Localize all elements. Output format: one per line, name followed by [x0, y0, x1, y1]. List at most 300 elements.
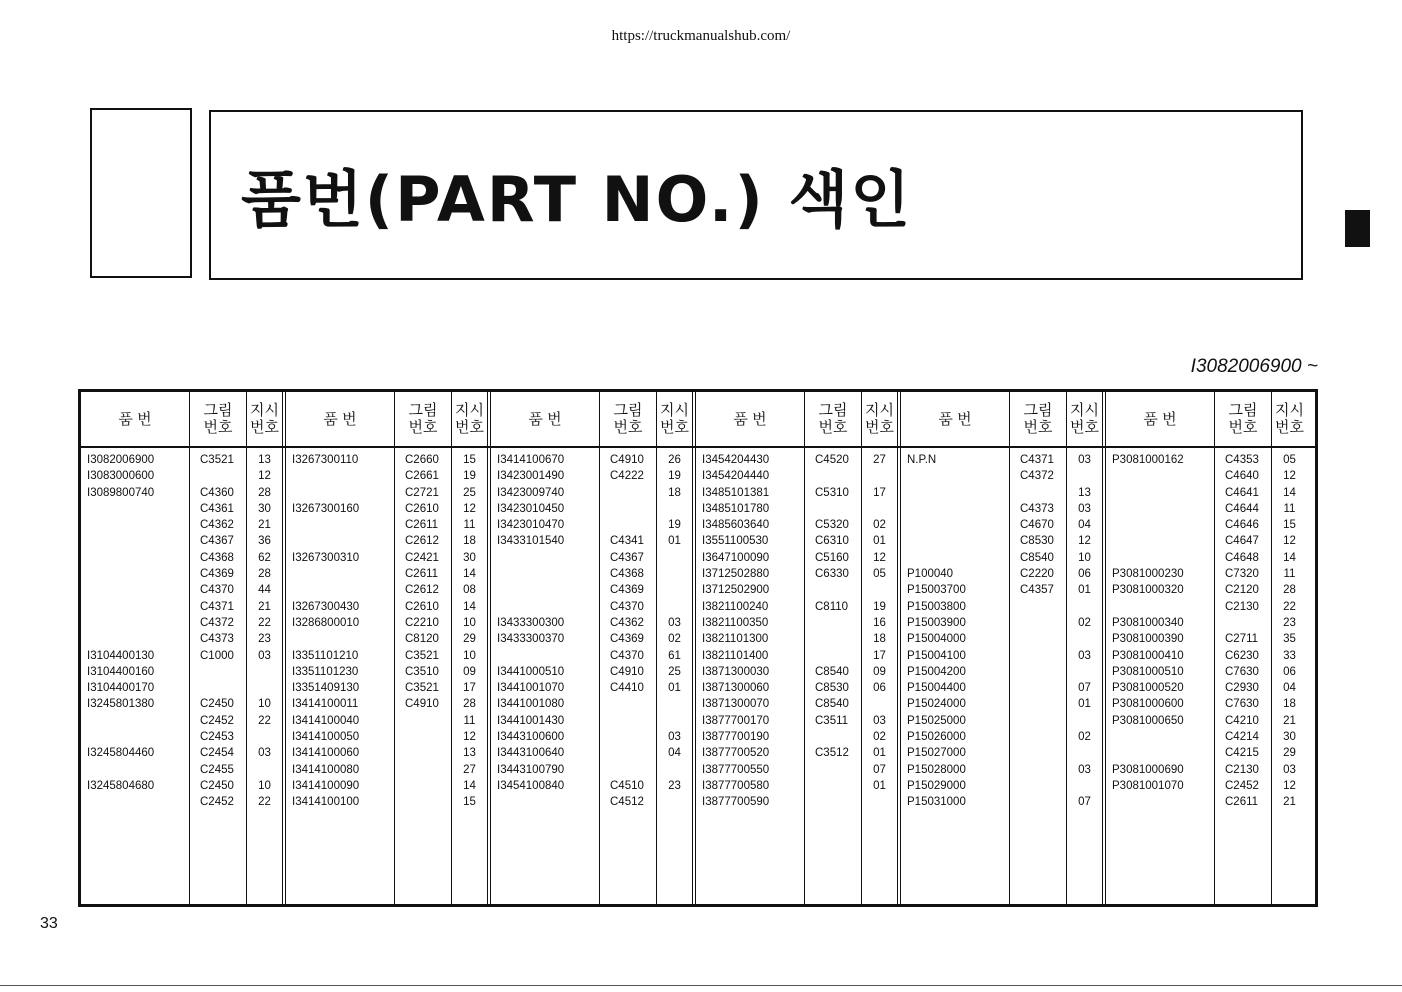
index-column	[246, 448, 282, 904]
figure-column	[1214, 448, 1271, 904]
table-cell: I3443100640	[497, 747, 565, 760]
table-cell	[81, 794, 189, 810]
table-cell	[805, 729, 861, 745]
table-cell: C4510	[610, 779, 644, 792]
table-cell: I3245804460	[87, 747, 155, 760]
table-cell	[81, 729, 189, 745]
table-cell: C2721	[405, 486, 439, 499]
table-cell: 10	[463, 649, 476, 662]
column-header-index: 지시 번호	[1066, 392, 1102, 446]
table-cell	[1010, 696, 1066, 712]
bottom-rule	[0, 985, 1402, 986]
table-cell: I3441000510	[497, 665, 565, 678]
table-cell	[600, 713, 656, 729]
table-cell	[1010, 729, 1066, 745]
table-cell: 22	[1283, 600, 1296, 613]
index-range-label: I3082006900 ~	[1190, 356, 1318, 377]
table-cell	[1010, 794, 1066, 810]
table-cell	[1106, 517, 1214, 533]
table-cell	[901, 468, 1009, 484]
table-cell: 17	[463, 682, 476, 695]
table-cell: 28	[463, 698, 476, 711]
table-cell: I3267300310	[292, 551, 360, 564]
table-cell: 35	[1283, 633, 1296, 646]
table-cell: 06	[1078, 568, 1091, 581]
table-cell: 03	[873, 714, 886, 727]
table-cell: C2610	[405, 502, 439, 515]
table-cell: I3104400170	[87, 682, 155, 695]
table-cell: C4370	[610, 649, 644, 662]
table-cell	[657, 794, 692, 810]
table-cell: I3414100090	[292, 779, 360, 792]
title-box	[209, 110, 1303, 280]
table-cell: 21	[1283, 714, 1296, 727]
table-cell	[805, 794, 861, 810]
table-cell: 12	[873, 551, 886, 564]
table-cell: P15031000	[907, 796, 966, 809]
table-cell	[190, 680, 246, 696]
table-cell	[190, 468, 246, 484]
index-column	[656, 448, 692, 904]
table-cell: C2450	[200, 698, 234, 711]
table-cell: I3423009740	[497, 486, 565, 499]
table-cell: C8540	[815, 698, 849, 711]
table-cell	[247, 729, 282, 745]
table-cell: I3414100040	[292, 714, 360, 727]
table-cell: 05	[1283, 454, 1296, 466]
table-cell	[805, 615, 861, 631]
table-cell: 23	[258, 633, 271, 646]
table-cell: 22	[258, 714, 271, 727]
table-cell: P3081000162	[1112, 454, 1184, 466]
table-cell	[395, 713, 451, 729]
table-cell	[1067, 631, 1102, 647]
table-cell: I3871300060	[702, 682, 770, 695]
table-cell	[395, 745, 451, 761]
table-cell: C4367	[610, 551, 644, 564]
table-cell: C3521	[405, 682, 439, 695]
table-cell: C4372	[1020, 470, 1054, 483]
table-cell: I3414100100	[292, 796, 360, 809]
table-cell: I3821101300	[702, 633, 769, 646]
column-header-index: 지시 번호	[246, 392, 282, 446]
table-cell: C2660	[405, 454, 439, 466]
table-cell: I3485603640	[702, 519, 770, 532]
table-cell: I3286800010	[292, 616, 360, 629]
column-group	[282, 448, 487, 904]
table-cell: I3414100060	[292, 747, 360, 760]
table-cell	[1067, 745, 1102, 761]
figure-column	[1009, 448, 1066, 904]
part-column	[491, 448, 599, 904]
table-cell	[81, 501, 189, 517]
table-cell: C4210	[1225, 714, 1259, 727]
table-cell: 10	[1078, 551, 1091, 564]
table-cell: P15003800	[907, 600, 966, 613]
table-cell: 19	[668, 470, 681, 483]
table-cell: 01	[873, 779, 886, 792]
table-cell: P15024000	[907, 698, 966, 711]
table-cell	[81, 533, 189, 549]
table-cell: I3871300070	[702, 698, 770, 711]
table-cell: 23	[668, 779, 681, 792]
table-cell: C4367	[200, 535, 234, 548]
table-cell: 11	[463, 714, 476, 727]
table-cell	[862, 501, 897, 517]
table-cell: 12	[1283, 535, 1296, 548]
header-group	[1102, 392, 1307, 446]
column-group	[692, 448, 897, 904]
table-cell: C4368	[200, 551, 234, 564]
table-cell	[1010, 778, 1066, 794]
table-cell	[805, 631, 861, 647]
table-cell: 18	[1283, 698, 1296, 711]
table-cell: 02	[873, 519, 886, 532]
table-cell	[81, 713, 189, 729]
table-cell: P3081000230	[1112, 568, 1184, 581]
table-cell	[805, 468, 861, 484]
table-cell: 11	[1283, 568, 1296, 581]
table-cell	[805, 762, 861, 778]
table-cell: C4648	[1225, 551, 1259, 564]
table-cell	[1106, 533, 1214, 549]
table-cell	[81, 517, 189, 533]
table-cell: P3081001070	[1112, 779, 1184, 792]
table-cell: 17	[873, 649, 886, 662]
table-cell: 22	[258, 616, 271, 629]
table-cell: C6230	[1225, 649, 1259, 662]
column-header-figure: 그림 번호	[1214, 392, 1271, 446]
table-cell: C2611	[405, 519, 439, 532]
table-cell: 14	[463, 568, 476, 581]
table-cell: I3441001430	[497, 714, 565, 727]
table-cell: 28	[258, 568, 271, 581]
table-cell: P15003700	[907, 584, 966, 597]
table-cell: C4214	[1225, 731, 1259, 744]
table-cell: 11	[1283, 502, 1296, 515]
table-cell: P3081000510	[1112, 665, 1184, 678]
table-cell: I3454100840	[497, 779, 565, 792]
table-cell	[286, 485, 394, 501]
table-cell: P3081000600	[1112, 698, 1184, 711]
table-cell	[862, 794, 897, 810]
header-group	[487, 392, 692, 446]
table-cell: C8530	[815, 682, 849, 695]
table-cell: 12	[463, 731, 476, 744]
column-header-part: 품 번	[1143, 410, 1177, 428]
table-cell: C4640	[1225, 470, 1259, 483]
table-cell: C2611	[405, 568, 439, 581]
table-cell	[247, 680, 282, 696]
column-header-part: 품 번	[118, 410, 152, 428]
table-cell: 09	[873, 665, 886, 678]
column-header-part: 품 번	[528, 410, 562, 428]
table-cell: I3351101230	[292, 665, 359, 678]
table-cell: 03	[1078, 454, 1091, 466]
table-cell	[81, 762, 189, 778]
table-cell	[1067, 468, 1102, 484]
table-cell: C2120	[1225, 584, 1259, 597]
table-cell	[81, 631, 189, 647]
table-cell	[657, 550, 692, 566]
table-cell: C4647	[1225, 535, 1259, 548]
table-cell: P15027000	[907, 747, 966, 760]
table-cell	[901, 517, 1009, 533]
table-cell: C3510	[405, 665, 439, 678]
table-cell: 21	[258, 600, 271, 613]
table-cell	[657, 713, 692, 729]
table-cell	[1106, 468, 1214, 484]
figure-column	[189, 448, 246, 904]
table-cell: C2610	[405, 600, 439, 613]
table-cell: I3433300370	[497, 633, 565, 646]
table-cell: I3089800740	[87, 486, 155, 499]
column-header-index: 지시 번호	[1271, 392, 1307, 446]
table-cell: C2454	[200, 747, 234, 760]
table-cell: 15	[463, 454, 476, 466]
table-cell: I3423001490	[497, 470, 565, 483]
table-cell: I3877700590	[702, 796, 770, 809]
table-cell	[657, 501, 692, 517]
table-cell	[600, 517, 656, 533]
table-cell: P3081000520	[1112, 682, 1184, 695]
table-cell: P15004200	[907, 665, 966, 678]
table-cell: 07	[1078, 682, 1091, 695]
table-cell: 02	[1078, 731, 1091, 744]
table-cell: I3551100530	[702, 535, 769, 548]
table-cell: I3821100350	[702, 616, 769, 629]
table-cell: C2450	[200, 779, 234, 792]
figure-column	[599, 448, 656, 904]
source-url: https://truckmanualshub.com/	[611, 28, 791, 44]
table-cell	[600, 745, 656, 761]
table-cell: 33	[1283, 649, 1296, 662]
table-cell: 03	[1283, 763, 1296, 776]
table-cell	[1010, 648, 1066, 664]
table-cell: I3104400130	[87, 649, 155, 662]
table-cell	[491, 648, 599, 664]
table-cell: I3414100050	[292, 731, 360, 744]
table-cell: C8540	[815, 665, 849, 678]
table-cell: I3821101400	[702, 649, 769, 662]
table-cell: C4373	[1020, 502, 1054, 515]
table-cell: C4215	[1225, 747, 1259, 760]
column-header-index: 지시 번호	[656, 392, 692, 446]
table-cell: C6330	[815, 568, 849, 581]
table-cell: C1000	[200, 649, 234, 662]
table-cell: I3267300160	[292, 502, 360, 515]
table-cell	[1106, 550, 1214, 566]
table-cell: C4371	[200, 600, 234, 613]
table-cell: I3245801380	[87, 698, 155, 711]
table-cell: I3485101780	[702, 502, 770, 515]
table-cell: I3454204430	[702, 454, 770, 466]
table-header	[81, 392, 1315, 448]
table-cell	[805, 582, 861, 598]
table-cell: 12	[1078, 535, 1091, 548]
table-cell	[1010, 599, 1066, 615]
table-cell: C2930	[1225, 682, 1259, 695]
table-cell: 13	[258, 454, 271, 466]
table-cell: C4362	[610, 616, 644, 629]
index-column	[451, 448, 487, 904]
table-cell: C4373	[200, 633, 234, 646]
table-cell: 12	[258, 470, 271, 483]
table-cell: 06	[873, 682, 886, 695]
table-cell	[901, 485, 1009, 501]
table-cell: 10	[463, 616, 476, 629]
table-cell	[1215, 615, 1271, 631]
table-cell: 28	[258, 486, 271, 499]
table-cell	[1106, 501, 1214, 517]
table-cell	[1067, 778, 1102, 794]
table-cell: C4357	[1020, 584, 1054, 597]
table-cell: 29	[1283, 747, 1296, 760]
table-cell: C3521	[405, 649, 439, 662]
table-cell: 01	[1078, 698, 1091, 711]
table-cell	[1106, 745, 1214, 761]
header-group	[81, 392, 282, 446]
table-cell: 03	[1078, 649, 1091, 662]
table-cell: 25	[463, 486, 476, 499]
table-cell: 14	[1283, 486, 1296, 499]
table-cell: C4520	[815, 454, 849, 466]
table-cell: C4641	[1225, 486, 1259, 499]
table-cell: C2455	[200, 763, 234, 776]
table-cell: C4341	[610, 535, 644, 548]
table-cell: C4370	[200, 584, 234, 597]
table-cell	[600, 762, 656, 778]
table-cell: 36	[258, 535, 271, 548]
table-cell	[395, 729, 451, 745]
table-body	[81, 448, 1315, 904]
table-cell: I3433101540	[497, 535, 565, 548]
column-header-figure: 그림 번호	[599, 392, 656, 446]
table-cell	[286, 468, 394, 484]
table-cell: C2453	[200, 731, 234, 744]
table-cell: P3081000390	[1112, 633, 1184, 646]
table-cell: I3082006900	[87, 454, 155, 466]
column-group	[487, 448, 692, 904]
table-cell: P15029000	[907, 779, 966, 792]
table-cell: 14	[463, 600, 476, 613]
section-tab-marker	[1345, 210, 1370, 247]
table-cell: 08	[463, 584, 476, 597]
table-cell: 18	[873, 633, 886, 646]
table-cell	[1067, 599, 1102, 615]
table-cell: P15004400	[907, 682, 966, 695]
table-cell: I3871300030	[702, 665, 770, 678]
table-cell	[1106, 729, 1214, 745]
table-cell: 17	[873, 486, 886, 499]
table-cell: C4372	[200, 616, 234, 629]
table-cell	[901, 533, 1009, 549]
table-cell: C2661	[405, 470, 439, 483]
part-column	[81, 448, 189, 904]
table-cell: 10	[258, 698, 271, 711]
table-cell: P15028000	[907, 763, 966, 776]
column-group	[897, 448, 1102, 904]
table-cell: 07	[873, 763, 886, 776]
table-cell: I3441001070	[497, 682, 565, 695]
table-cell: 30	[1283, 731, 1296, 744]
table-cell: 06	[1283, 665, 1296, 678]
table-cell	[805, 501, 861, 517]
table-cell: C4361	[200, 502, 234, 515]
table-cell: P3081000340	[1112, 616, 1184, 629]
table-cell	[1106, 794, 1214, 810]
table-cell: C4370	[610, 600, 644, 613]
column-header-part: 품 번	[938, 410, 972, 428]
table-cell: C4369	[610, 584, 644, 597]
table-cell: C2130	[1225, 600, 1259, 613]
table-cell: I3443100600	[497, 731, 565, 744]
table-cell: 29	[463, 633, 476, 646]
table-cell: I3433300300	[497, 616, 565, 629]
column-header-part: 품 번	[733, 410, 767, 428]
table-cell: C8540	[1020, 551, 1054, 564]
table-cell	[491, 794, 599, 810]
table-cell	[491, 566, 599, 582]
column-header-figure: 그림 번호	[394, 392, 451, 446]
table-cell	[286, 582, 394, 598]
table-cell: I3877700170	[702, 714, 770, 727]
table-cell: C2421	[405, 551, 439, 564]
table-cell	[1106, 485, 1214, 501]
table-cell	[1010, 762, 1066, 778]
table-cell: P15026000	[907, 731, 966, 744]
table-cell: C4910	[610, 665, 644, 678]
table-cell	[491, 582, 599, 598]
table-cell: 23	[1283, 616, 1296, 629]
table-cell: P3081000690	[1112, 763, 1184, 776]
column-header-figure: 그림 번호	[189, 392, 246, 446]
page-number: 33	[40, 915, 58, 932]
column-header-figure: 그림 번호	[1009, 392, 1066, 446]
table-cell: I3443100790	[497, 763, 565, 776]
table-cell: C4670	[1020, 519, 1054, 532]
table-cell: C8120	[405, 633, 439, 646]
table-cell: C4369	[200, 568, 234, 581]
table-cell: 14	[1283, 551, 1296, 564]
table-cell	[901, 501, 1009, 517]
table-cell: 28	[1283, 584, 1296, 597]
table-cell	[81, 582, 189, 598]
table-cell: I3267300110	[292, 454, 359, 466]
table-cell: 01	[668, 535, 681, 548]
table-cell	[805, 778, 861, 794]
table-cell: 13	[1078, 486, 1091, 499]
table-cell: C2612	[405, 584, 439, 597]
table-cell: 21	[1283, 796, 1296, 809]
table-cell	[286, 631, 394, 647]
table-cell: I3083000600	[87, 470, 155, 483]
table-cell: C2210	[405, 616, 439, 629]
side-label-box	[90, 108, 192, 278]
table-cell: I3454204440	[702, 470, 770, 483]
table-cell	[1010, 485, 1066, 501]
part-column	[1106, 448, 1214, 904]
table-cell: C4910	[610, 454, 644, 466]
table-cell	[286, 533, 394, 549]
table-cell	[901, 550, 1009, 566]
table-cell: I3877700550	[702, 763, 770, 776]
column-header-part: 품 번	[323, 410, 357, 428]
table-cell: C4222	[610, 470, 644, 483]
table-cell: 02	[1078, 616, 1091, 629]
table-cell: 03	[668, 616, 681, 629]
table-cell: P3081000650	[1112, 714, 1184, 727]
